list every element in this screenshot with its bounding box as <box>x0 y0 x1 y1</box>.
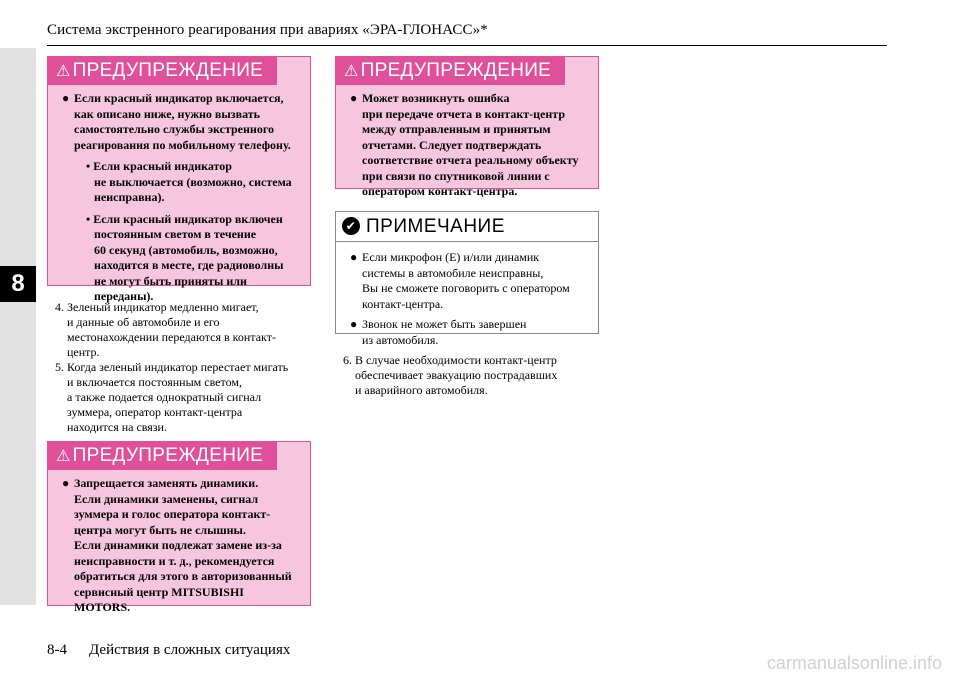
step-line: и аварийного автомобиля. <box>355 383 488 397</box>
warning-text-line: отчетами. Следует подтверждать <box>362 137 542 152</box>
step-line: обеспечивает эвакуацию пострадавших <box>355 368 558 382</box>
note-text-line: контакт-центра. <box>362 296 444 311</box>
warning-text-line: постоянным светом в течение <box>94 227 257 241</box>
warning-text-line: Может возникнуть ошибка <box>362 91 510 105</box>
step-line: и данные об автомобиле и его <box>67 315 220 329</box>
warning-text-line: 60 секунд (автомобиль, возможно, <box>94 242 278 257</box>
warning-label: ПРЕДУПРЕЖДЕНИЕ <box>360 60 552 81</box>
warning-text-line: оператором контакт-центра. <box>362 184 518 198</box>
bullet-icon: ● <box>350 91 358 105</box>
warning-text-line: не могут быть приняты или <box>94 273 247 288</box>
warning-text-line: при передаче отчета в контакт-центр <box>362 106 566 121</box>
warning-text-line: • Если красный индикатор включен <box>86 211 283 226</box>
page-number: 8-4 <box>47 642 67 658</box>
note-text-line: Звонок не может быть завершен <box>362 317 527 331</box>
warning-text-line: • Если красный индикатор <box>86 159 232 173</box>
warning-text-line: MOTORS. <box>74 600 131 614</box>
note-text-line: из автомобиля. <box>362 332 439 347</box>
note-bullet <box>350 317 592 348</box>
step-6 <box>343 353 601 398</box>
note-box <box>335 211 599 347</box>
step-line: 6. В случае необходимости контакт-центр <box>343 353 557 367</box>
step-line: местонахождении передаются в контакт- <box>67 330 276 344</box>
warning-bullet <box>62 476 304 616</box>
warning-text-line: Запрещается заменять динамики. <box>74 476 259 490</box>
warning-text-line: переданы). <box>94 289 154 303</box>
warning-triangle-icon: ⚠ <box>56 448 71 465</box>
step-line: а также подается однократный сигнал <box>67 390 262 404</box>
bullet-icon: ● <box>62 91 70 105</box>
steps-4-5 <box>55 300 313 435</box>
header-rule <box>47 45 887 46</box>
warning-text-line: сервисный центр MITSUBISHI <box>74 584 244 599</box>
step-line: центр. <box>67 345 100 359</box>
warning-box-1 <box>47 56 311 303</box>
warning-sub-item <box>74 159 304 206</box>
note-text-line: Если микрофон (E) и/или динамик <box>362 250 540 264</box>
warning-text-line: реагирования по мобильному телефону. <box>74 137 291 152</box>
warning-text-line: находится в месте, где радиоволны <box>94 258 284 272</box>
watermark: carmanualsonline.info <box>766 653 942 673</box>
bullet-icon: ● <box>350 317 358 331</box>
warning-header-3 <box>336 57 565 85</box>
note-label: ПРИМЕЧАНИЕ <box>366 216 505 237</box>
step-line: находится на связи. <box>67 420 167 434</box>
warning-text-line: неисправна). <box>94 190 165 204</box>
warning-text-line: не выключается (возможно, система <box>94 174 292 189</box>
warning-bullet <box>350 91 592 200</box>
warning-text-line: зуммера и голос оператора контакт- <box>74 507 271 521</box>
chapter-tab-number: 8 <box>0 266 36 302</box>
warning-text-line: обратиться для этого в авторизованный <box>74 569 292 583</box>
warning-box-2 <box>47 441 311 614</box>
warning-text-line: самостоятельно службы экстренного <box>74 122 274 136</box>
warning-header-2 <box>48 442 277 470</box>
step-line: зуммера, оператор контакт-центра <box>67 405 243 419</box>
note-bullet <box>350 250 592 312</box>
warning-header-1 <box>48 57 277 85</box>
warning-box-3 <box>335 56 599 198</box>
step-line: 5. Когда зеленый индикатор перестает мигать <box>55 360 289 374</box>
chapter-side-tab <box>0 48 36 605</box>
warning-triangle-icon: ⚠ <box>56 63 71 80</box>
section-title: Действия в сложных ситуациях <box>89 642 291 658</box>
warning-label: ПРЕДУПРЕЖДЕНИЕ <box>72 445 264 466</box>
step-line: и включается постоянным светом, <box>67 375 242 389</box>
warning-text-line: соответствие отчета реальному объекту <box>362 153 579 167</box>
warning-text-line: Если динамики подлежат замене из-за <box>74 538 282 552</box>
warning-text-line: центра могут быть не слышны. <box>74 522 246 537</box>
warning-text-line: как описано ниже, нужно вызвать <box>74 106 261 121</box>
note-text-line: системы в автомобиле неисправны, <box>362 265 544 280</box>
warning-triangle-icon: ⚠ <box>344 63 359 80</box>
warning-text-line: неисправности и т. д., рекомендуется <box>74 553 275 568</box>
note-text-line: Вы не сможете поговорить с оператором <box>362 281 570 295</box>
bullet-icon: ● <box>350 250 358 264</box>
bullet-icon: ● <box>62 476 70 490</box>
warning-label: ПРЕДУПРЕЖДЕНИЕ <box>72 60 264 81</box>
checkmark-icon: ✔ <box>342 217 360 235</box>
warning-text-line: между отправленным и принятым <box>362 122 551 136</box>
step-line: 4. Зеленый индикатор медленно мигает, <box>55 300 259 314</box>
warning-sub-item <box>74 212 304 305</box>
page-footer <box>47 642 290 659</box>
warning-text-line: Если красный индикатор включается, <box>74 91 284 105</box>
warning-bullet <box>62 91 304 305</box>
page-header-title: Система экстренного реагирования при авариях «ЭРА-ГЛОНАСС»* <box>47 22 488 38</box>
note-header <box>336 212 598 242</box>
warning-text-line: при связи по спутниковой линии с <box>362 168 550 183</box>
warning-text-line: Если динамики заменены, сигнал <box>74 491 259 506</box>
